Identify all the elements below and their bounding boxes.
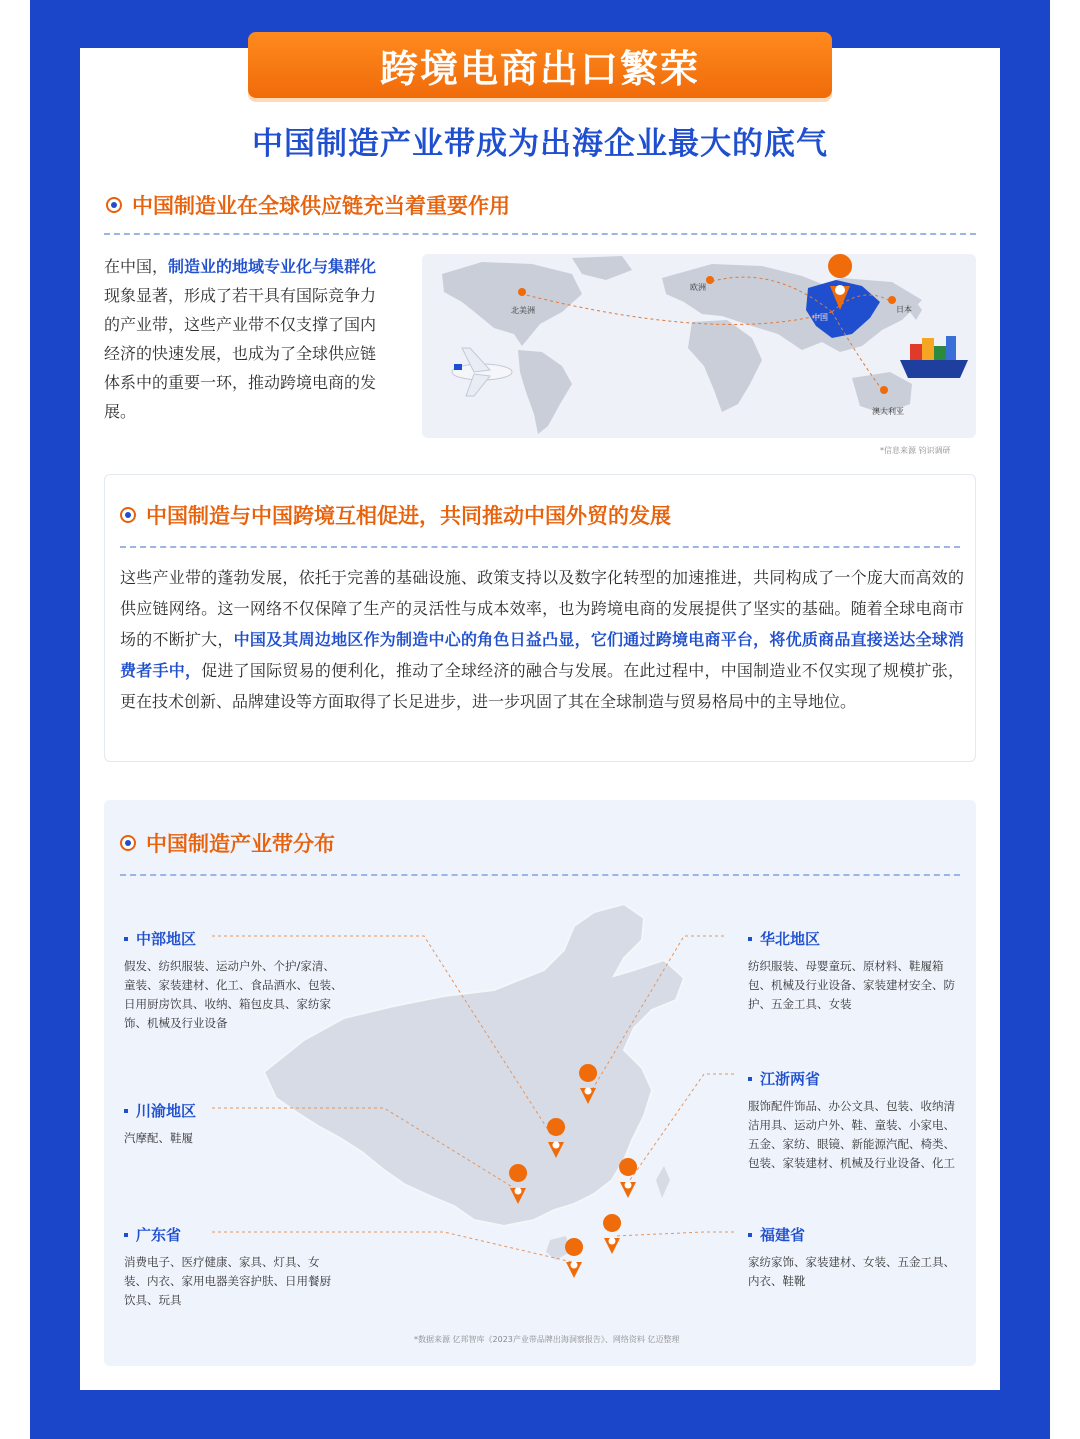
- pin-icon: [565, 1238, 583, 1278]
- region-guangdong-items: 消费电子、医疗健康、家具、灯具、女装、内衣、家用电器美容护肤、日用餐厨饮具、玩具: [124, 1255, 331, 1307]
- divider: [104, 233, 976, 235]
- region-chuanyu-items: 汽摩配、鞋履: [124, 1131, 193, 1145]
- pin-icon: [619, 1158, 637, 1198]
- region-north-items: 纺织服装、母婴童玩、原材料、鞋履箱包、机械及行业设备、家装建材安全、防护、五金工具、女装: [748, 959, 955, 1011]
- section3-heading-text: 中国制造产业带分布: [146, 832, 335, 856]
- target-icon: [106, 197, 122, 213]
- section2-text-before: 这些产业带的蓬勃发展，依托于完善的基础设施、政策支持以及数字化转型的加速推进，共同构成了一个庞大而高效的供应链网络。这一网络不仅保障了生产的灵活性与成本效率，也为跨境电商的发展提供了坚实的基础。随着全球电商市场的不断扩大，: [120, 568, 964, 649]
- world-map: [422, 254, 976, 438]
- label-china: 中国: [812, 313, 828, 322]
- section1-text-before: 在中国，: [104, 257, 169, 276]
- page-subtitle: 中国制造产业带成为出海企业最大的底气: [252, 126, 828, 162]
- region-fujian-name: 福建省: [760, 1226, 806, 1244]
- region-central-title: [124, 928, 196, 949]
- region-jiangzhe-title: [748, 1068, 820, 1089]
- label-europe: 欧洲: [690, 283, 706, 292]
- section1-heading-text: 中国制造业在全球供应链充当着重要作用: [132, 194, 510, 218]
- cargo-ship-icon: [900, 336, 968, 378]
- page-title: 跨境电商出口繁荣: [248, 32, 832, 98]
- label-japan: 日本: [896, 305, 912, 314]
- region-jiangzhe-items: 服饰配件饰品、办公文具、包装、收纳清洁用具、运动户外、鞋、童装、小家电、五金、家纺、眼镜、新能源汽配、椅类、包装、家装建材、机械及行业设备、化工: [748, 1099, 955, 1170]
- region-chuanyu-title: [124, 1100, 196, 1121]
- section1-text-after: 现象显著，形成了若干具有国际竞争力的产业带，这些产业带不仅支撑了国内经济的快速发展，也成为了全球供应链体系中的重要一环，推动跨境电商的发展。: [104, 286, 377, 421]
- region-guangdong-title: [124, 1224, 181, 1245]
- section2-heading-text: 中国制造与中国跨境互相促进，共同推动中国外贸的发展: [146, 504, 671, 528]
- label-north-america: 北美洲: [511, 306, 535, 315]
- airplane-icon: [452, 348, 512, 396]
- region-north-title: [748, 928, 820, 949]
- region-north-name: 华北地区: [760, 930, 821, 948]
- section1-highlight: 制造业的地域专业化与集群化: [168, 257, 377, 276]
- target-icon: [120, 507, 136, 523]
- section1-source: *信息来源 钧识调研: [880, 446, 951, 455]
- region-fujian-title: [748, 1224, 805, 1245]
- label-australia: 澳大利亚: [872, 407, 904, 416]
- section2-paragraph: [120, 562, 964, 717]
- section2-highlight: 中国及其周边地区作为制造中心的角色日益凸显，它们通过跨境电商平台，将优质商品直接送达全球消费者手中，: [120, 630, 964, 680]
- region-fujian-items: 家纺家饰、家装建材、女装、五金工具、内衣、鞋靴: [748, 1255, 955, 1288]
- section3-source: *数据来源 亿邦智库《2023产业带品牌出海洞察报告》、网络资料 亿迈整理: [414, 1335, 680, 1344]
- pin-icon: [603, 1214, 621, 1254]
- region-central-items: 假发、纺织服装、运动户外、个护/家清、童装、家装建材、化工、食品酒水、包装、日用厨房饮具、收纳、箱包皮具、家纺家饰、机械及行业设备: [124, 959, 343, 1030]
- section2-heading: [120, 500, 671, 530]
- section2-text-after: 促进了国际贸易的便利化，推动了全球经济的融合与发展。在此过程中，中国制造业不仅实现了规模扩张，更在技术创新、品牌建设等方面取得了长足进步，进一步巩固了其在全球制造与贸易格局中的主导地位。: [120, 661, 964, 711]
- divider: [120, 546, 960, 548]
- region-guangdong-name: 广东省: [136, 1226, 182, 1244]
- region-jiangzhe-name: 江浙两省: [760, 1070, 821, 1088]
- region-chuanyu-name: 川渝地区: [136, 1102, 197, 1120]
- section1-heading: [106, 190, 510, 220]
- region-central-name: 中部地区: [136, 930, 197, 948]
- section1-paragraph: [104, 252, 388, 426]
